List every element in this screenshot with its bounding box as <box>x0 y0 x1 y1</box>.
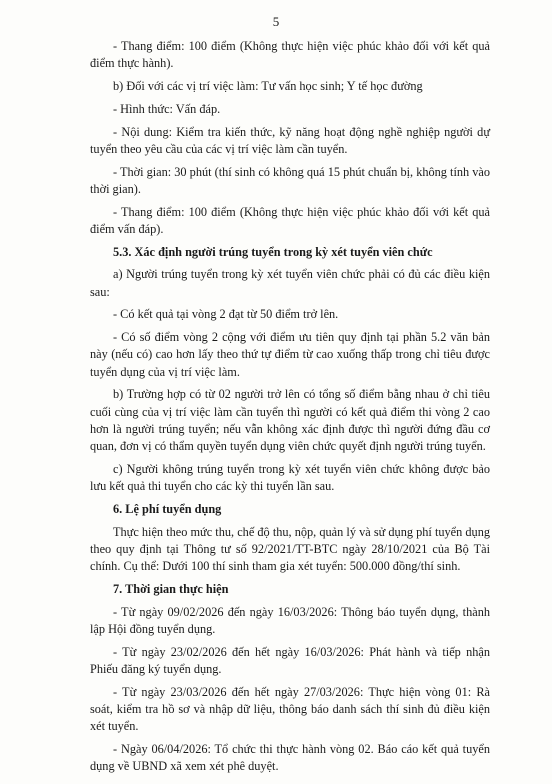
paragraph: - Hình thức: Vấn đáp. <box>113 101 221 116</box>
section-heading: 6. Lệ phí tuyển dụng <box>113 501 222 516</box>
paragraph: - Có số điểm vòng 2 cộng với điểm ưu tiên quy định tại phần 5.2 văn bản này (nếu có) cao hơn lấy theo thứ tự điểm từ cao xuống thấp trong chỉ tiêu được tuyển dụng của vị trí việc làm. <box>90 330 490 379</box>
paragraph: - Nội dung: Kiểm tra kiến thức, kỹ năng hoạt động nghề nghiệp người dự tuyển theo yêu cầu của các vị trí việc làm cần tuyển. <box>90 124 490 156</box>
paragraph: - Từ ngày 23/03/2026 đến hết ngày 27/03/2026: Thực hiện vòng 01: Rà soát, kiểm tra hồ sơ và nhập dữ liệu, thông báo danh sách thí sinh đủ điều kiện xét tuyển. <box>90 684 490 733</box>
paragraph: - Ngày 06/04/2026: Tổ chức thi thực hành vòng 02. Báo cáo kết quả tuyển dụng về UBND xã xem xét phê duyệt. <box>90 741 490 773</box>
section-heading: 5.3. Xác định người trúng tuyển trong kỳ xét tuyển viên chức <box>113 244 433 259</box>
paragraph: - Thang điểm: 100 điểm (Không thực hiện việc phúc khảo đối với kết quả điểm thực hành). <box>90 39 490 71</box>
paragraph: b) Trường hợp có từ 02 người trở lên có tổng số điểm bằng nhau ở chỉ tiêu cuối cùng của vị trí việc làm cần tuyển thì người có kết quả điểm thi vòng 2 cao hơn là người trúng tuyển; nếu vẫn không xác định được thì người đứng đầu cơ quan, đơn vị có thẩm quyền tuyển dụng viên chức quyết định người trúng tuyển. <box>90 387 490 453</box>
paragraph: a) Người trúng tuyển trong kỳ xét tuyển viên chức phải có đủ các điều kiện sau: <box>90 267 490 299</box>
paragraph: Thực hiện theo mức thu, chế độ thu, nộp, quản lý và sử dụng phí tuyển dụng theo quy định tại Thông tư số 92/2021/TT-BTC ngày 28/10/2021 của Bộ Tài chính. Cụ thể: Dưới 100 thí sinh tham gia xét tuyển: 500.000 đồng/thí sinh. <box>90 524 490 573</box>
paragraph: - Từ ngày 09/02/2026 đến ngày 16/03/2026: Thông báo tuyển dụng, thành lập Hội đồng tuyển dụng. <box>90 604 490 636</box>
paragraph: b) Đối với các vị trí việc làm: Tư vấn học sinh; Y tế học đường <box>113 79 423 93</box>
paragraph: - Thang điểm: 100 điểm (Không thực hiện việc phúc khảo đối với kết quả điểm vấn đáp). <box>90 204 490 236</box>
page-number: 5 <box>272 14 280 29</box>
paragraph: - Thời gian: 30 phút (thí sinh có không quá 15 phút chuẩn bị, không tính vào thời gian). <box>90 164 490 196</box>
paragraph: - Có kết quả tại vòng 2 đạt từ 50 điểm trở lên. <box>113 307 339 322</box>
document-body <box>90 38 490 781</box>
paragraph: c) Người không trúng tuyển trong kỳ xét tuyển viên chức không được bảo lưu kết quả thi tuyển cho các kỳ thi tuyển lần sau. <box>90 461 490 493</box>
paragraph: - Từ ngày 23/02/2026 đến hết ngày 16/03/2026: Phát hành và tiếp nhận Phiếu đăng ký tuyển dụng. <box>90 644 490 676</box>
section-heading: 7. Thời gian thực hiện <box>113 581 229 596</box>
